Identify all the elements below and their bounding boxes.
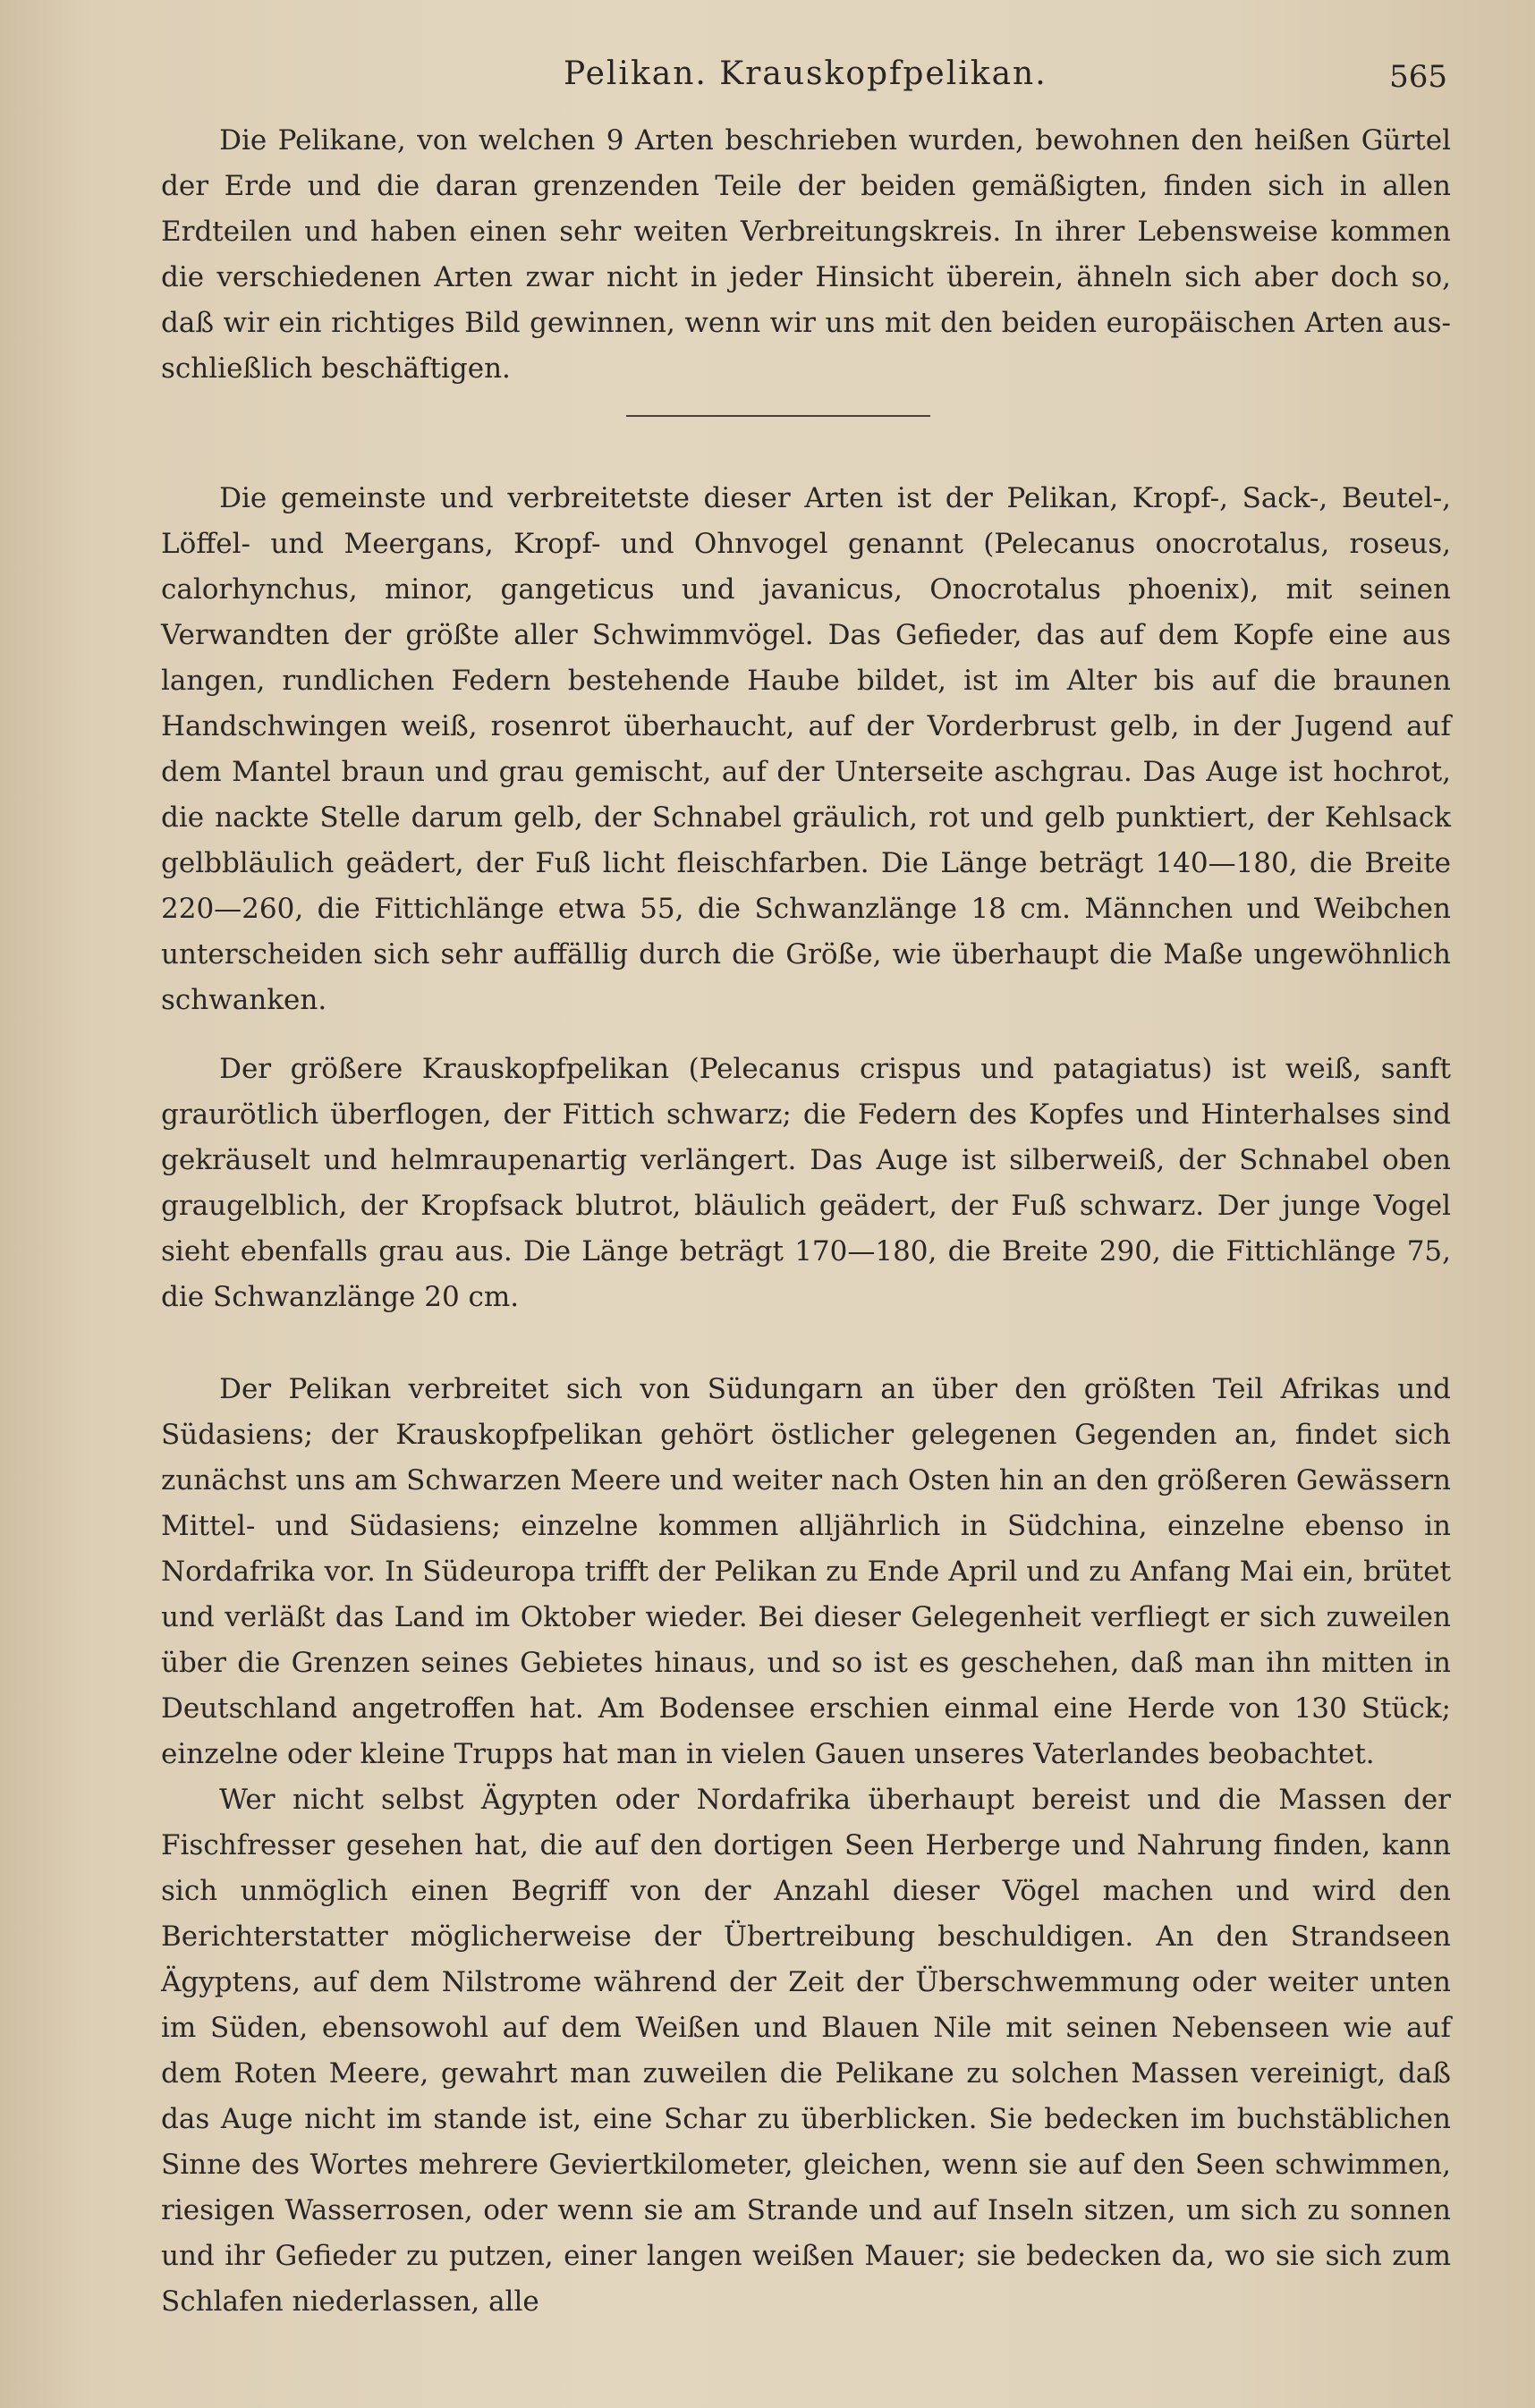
paragraph-aegypten: Wer nicht selbst Ägypten oder Nordafrika überhaupt bereist und die Massen der Fischfresser gesehen hat, die auf den dortigen Seen Herberge und Nahrung finden, kann sich unmöglich einen Begriff von der Anzahl dieser Vögel machen und wird den Berichterstatter möglicherweise der Übertreibung beschuldigen. An den Strandseen Ägyptens, auf dem Nilstrome während der Zeit der Überschwemmung oder weiter unten im Süden, ebensowohl auf dem Weißen und Blauen Nile mit seinen Nebenseen wie auf dem Roten Meere, gewahrt man zuweilen die Pelikane zu solchen Massen vereinigt, daß das Auge nicht im stande ist, eine Schar zu überblicken. Sie bedecken im buchstäblichen Sinne des Wortes mehrere Geviertkilometer, gleichen, wenn sie auf den Seen schwimmen, riesigen Wasserrosen, oder wenn sie am Strande und auf Inseln sitzen, um sich zu sonnen und ihr Gefieder zu putzen, einer langen weißen Mauer; sie bedecken da, wo sie sich zum Schlafen niederlassen, alle [161,1784,1451,2318]
krauskopfpelikan-description-section [161,1047,1451,1320]
page-header [0,55,1535,102]
paragraph-krauskopfpelikan: Der größere Krauskopfpelikan (Pelecanus crispus und patagiatus) ist weiß, sanft graurötlich überflogen, der Fittich schwarz; die Federn des Kopfes und Hinterhalses sind gekräuselt und helmraupenartig verlängert. Das Auge ist silberweiß, der Schnabel oben graugelblich, der Kropfsack blutrot, bläulich geädert, der Fuß schwarz. Der junge Vogel sieht ebenfalls grau aus. Die Länge beträgt 170—180, die Breite 290, die Fittichlänge 75, die Schwanzlänge 20 cm. [161,1053,1451,1313]
paragraph-intro: Die Pelikane, von welchen 9 Arten beschrieben wurden, bewohnen den heißen Gürtel der Erde und die daran grenzenden Teile der beiden gemäßigten, finden sich in allen Erdteilen und haben einen sehr weiten Verbreitungskreis. In ihrer Lebensweise kommen die verschiedenen Arten zwar nicht in jeder Hinsicht überein, ähneln sich aber doch so, daß wir ein richtiges Bild gewinnen, wenn wir uns mit den beiden europäischen Arten ausschließlich beschäftigen. [161,124,1451,385]
section-divider [626,415,930,417]
paragraph-pelikan: Die gemeinste und verbreitetste dieser Arten ist der Pelikan, Kropf-, Sack-, Beutel-, Löffel- und Meergans, Kropf- und Ohnvogel genannt (Pelecanus onocrotalus, roseus, calorhynchus, minor, gangeticus und javanicus, Onocrotalus phoenix), mit seinen Verwandten der größte aller Schwimmvögel. Das Gefieder, das auf dem Kopfe eine aus langen, rundlichen Federn bestehende Haube bildet, ist im Alter bis auf die braunen Handschwingen weiß, rosenrot überhaucht, auf der Vorderbrust gelb, in der Jugend auf dem Mantel braun und grau gemischt, auf der Unterseite aschgrau. Das Auge ist hochrot, die nackte Stelle darum gelb, der Schnabel gräulich, rot und gelb punktiert, der Kehlsack gelbbläulich geädert, der Fuß licht fleischfarben. Die Länge beträgt 140—180, die Breite 220—260, die Fittichlänge etwa 55, die Schwanzlänge 18 cm. Männchen und Weibchen unterscheiden sich sehr auffällig durch die Größe, wie überhaupt die Maße ungewöhnlich schwanken. [161,482,1451,1016]
page-number: 565 [1389,59,1447,95]
distribution-section [161,1367,1451,2325]
paragraph-verbreitung: Der Pelikan verbreitet sich von Südungarn an über den größten Teil Afrikas und Südasiens; der Krauskopfpelikan gehört östlicher gelegenen Gegenden an, findet sich zunächst uns am Schwarzen Meere und weiter nach Osten hin an den größeren Gewässern Mittel- und Südasiens; einzelne kommen alljährlich in Südchina, einzelne ebenso in Nordafrika vor. In Südeuropa trifft der Pelikan zu Ende April und zu Anfang Mai ein, brütet und verläßt das Land im Oktober wieder. Bei dieser Gelegenheit verfliegt er sich zuweilen über die Grenzen seines Gebietes hinaus, und so ist es geschehen, daß man ihn mitten in Deutschland angetroffen hat. Am Bodensee erschien einmal eine Herde von 130 Stück; einzelne oder kleine Trupps hat man in vielen Gauen unseres Vaterlandes beobachtet. [161,1373,1451,1770]
intro-section [161,118,1451,392]
pelikan-description-section [161,476,1451,1023]
running-head: Pelikan. Krauskopfpelikan. [564,55,1047,92]
